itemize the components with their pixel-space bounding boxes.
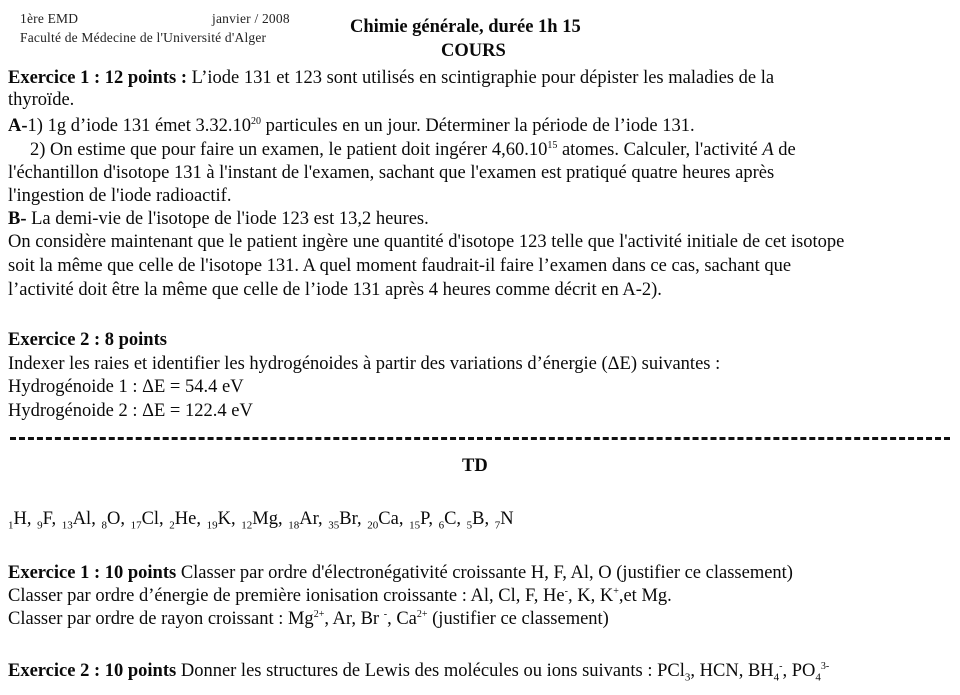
faculty-name: Faculté de Médecine de l'Université d'Alger — [20, 30, 267, 45]
exam-label: 1ère EMD — [20, 11, 79, 26]
element-ar: $_{18}$Ar, — [288, 509, 328, 532]
element-symbol: N — [500, 509, 514, 529]
td-ex2-l1b: , HCN, BH — [690, 661, 774, 681]
td-ex2-l1c: , PO — [782, 661, 816, 681]
element-symbol: Ar — [299, 509, 318, 529]
td-ex2-sub1: 3 — [684, 671, 691, 684]
section-divider — [10, 437, 950, 440]
element-symbol: He — [174, 509, 197, 529]
element-h: $_1$H, — [8, 509, 37, 532]
td-ex1-line3 — [8, 609, 609, 630]
td-ex1-l2b: , K, K — [567, 586, 614, 606]
element-symbol: K — [217, 509, 231, 529]
atomic-number: 20 — [367, 519, 379, 532]
section-cours-title: COURS — [441, 41, 506, 61]
element-n — [494, 509, 514, 532]
td-ex1-l3-sup1: 2+ — [313, 608, 325, 620]
td-ex1-text: Classer par ordre d'électronégativité croissante H, F, Al, O (justifier ce classement) — [176, 563, 793, 583]
atomic-number: 9 — [37, 519, 43, 532]
td-ex1-l3d: (justifier ce classement) — [427, 609, 609, 629]
element-symbol: F — [42, 509, 52, 529]
a2-exponent: 15 — [547, 139, 558, 151]
cours-ex1-b-line1 — [8, 209, 429, 230]
element-symbol: O — [106, 509, 121, 529]
element-f: $_9$F, — [37, 509, 61, 532]
element-c: $_6$C, — [438, 509, 466, 532]
element-br: $_{35}$Br, — [328, 509, 367, 532]
cours-ex1-b-label: B- — [8, 209, 27, 229]
td-ex2-sup2: - — [779, 660, 783, 672]
td-ex1-l2a: Classer par ordre d’énergie de première ionisation croissante : Al, Cl, F, He — [8, 586, 565, 606]
cours-ex2-line1: Indexer les raies et identifier les hydrogénoides à partir des variations d’énergie (ΔE) suivantes : — [8, 354, 721, 374]
a2-end: de — [773, 140, 796, 160]
td-ex2-sup3: 3- — [820, 660, 830, 672]
a2-mid: atomes. Calculer, l'activité — [557, 140, 763, 160]
a1-suffix: particules en un jour. Déterminer la période de l’iode 131. — [261, 116, 695, 136]
td-ex2-label: Exercice 2 : 10 points — [8, 661, 177, 681]
element-he: $_2$He, — [169, 509, 206, 532]
td-ex1-line1 — [8, 563, 793, 584]
cours-ex1-b-line3: soit la même que celle de l'isotope 131. A quel moment faudrait-il faire l’examen dans ce cas, sachant que — [8, 256, 792, 276]
element-symbol: Al — [72, 509, 92, 529]
atomic-number: 6 — [438, 519, 445, 532]
cours-ex1-intro: L’iode 131 et 123 sont utilisés en scintigraphie pour dépister les maladies de la — [191, 68, 775, 88]
section-td-title: TD — [462, 456, 488, 476]
cours-ex1-intro-line2: thyroïde. — [8, 90, 75, 110]
element-k: $_{19}$K, — [206, 509, 241, 532]
td-ex1-l3b: , Ar, Br — [324, 609, 384, 629]
element-symbol: Cl — [141, 509, 160, 529]
td-ex1-line2 — [8, 586, 672, 607]
td-ex1-l3a: Classer par ordre de rayon croissant : Mg — [8, 609, 314, 629]
b-text: La demi-vie de l'isotope de l'iode 123 est 13,2 heures. — [26, 209, 429, 229]
element-symbol: B — [472, 509, 485, 529]
td-ex1-l2-sup2: + — [613, 585, 619, 597]
element-symbol: P — [420, 509, 429, 529]
element-symbol: Ca — [378, 509, 399, 529]
td-ex1-l2c: ,et Mg. — [618, 586, 672, 606]
td-ex2-sub2: 4 — [773, 671, 780, 684]
td-ex1-l3-sup3: 2+ — [416, 608, 428, 620]
atomic-number: 1 — [8, 519, 14, 532]
element-cl: $_{17}$Cl, — [130, 509, 169, 532]
element-symbol: H — [13, 509, 27, 529]
td-ex2-l1a: Donner les structures de Lewis des molécules ou ions suivants : PCl — [176, 661, 685, 681]
cours-ex2-label: Exercice 2 : 8 points — [8, 330, 167, 350]
page-title: Chimie générale, durée 1h 15 — [350, 17, 581, 37]
a2-var: A — [762, 140, 774, 160]
element-p: $_{15}$P, — [409, 509, 438, 532]
atomic-number: 35 — [328, 519, 340, 532]
atomic-number: 18 — [288, 519, 300, 532]
cours-ex1-a-label: A- — [8, 116, 28, 136]
cours-ex1-a2-line3: l'ingestion de l'iode radioactif. — [8, 186, 232, 206]
cours-ex1-b-line2: On considère maintenant que le patient ingère une quantité d'isotope 123 telle que l'activité initiale de cet isotope — [8, 232, 845, 252]
atomic-number: 15 — [409, 519, 421, 532]
atomic-number: 17 — [130, 519, 142, 532]
atomic-number: 2 — [169, 519, 175, 532]
td-elements-list — [8, 509, 515, 530]
td-ex1-l3-sup2: - — [383, 608, 388, 620]
cours-ex2-h2: Hydrogénoide 2 : ΔE = 122.4 eV — [8, 401, 253, 421]
a1-text: 1) 1g d’iode 131 émet 3.32.10 — [27, 116, 252, 136]
td-ex1-l3c: , Ca — [387, 609, 417, 629]
element-symbol: C — [444, 509, 457, 529]
element-mg: $_{12}$Mg, — [241, 509, 288, 532]
atomic-number: 7 — [494, 519, 501, 532]
atomic-number: 19 — [206, 519, 218, 532]
cours-ex1-label: Exercice 1 : 12 points : — [8, 68, 187, 88]
td-ex2-sub3: 4 — [815, 671, 821, 684]
atomic-number: 8 — [101, 519, 107, 532]
td-ex2-line1 — [8, 661, 829, 682]
element-symbol: Br — [339, 509, 357, 529]
cours-ex1-a2-line2: l'échantillon d'isotope 131 à l'instant de l'examen, sachant que l'examen est pratiqué quatre heures après — [8, 163, 775, 183]
td-ex1-l2-sup1: - — [564, 585, 568, 597]
exam-date: janvier / 2008 — [212, 11, 290, 26]
td-ex1-label: Exercice 1 : 10 points — [8, 563, 177, 583]
cours-ex2-h1: Hydrogénoide 1 : ΔE = 54.4 eV — [8, 377, 244, 397]
element-al: $_{13}$Al, — [61, 509, 101, 532]
cours-ex1-intro-line1 — [8, 68, 774, 89]
a2-text: 2) On estime que pour faire un examen, le patient doit ingérer 4,60.10 — [30, 140, 548, 160]
cours-ex1-b-line4: l’activité doit être la même que celle de l’iode 131 après 4 heures comme décrit en A-2). — [8, 280, 662, 300]
atomic-number: 12 — [241, 519, 253, 532]
element-b: $_5$B, — [466, 509, 494, 532]
a1-exponent: 20 — [251, 115, 262, 127]
atomic-number: 13 — [61, 519, 73, 532]
element-o: $_8$O, — [101, 509, 130, 532]
element-symbol: Mg — [252, 509, 278, 529]
cours-ex1-a2-line1 — [30, 140, 796, 161]
atomic-number: 5 — [466, 519, 473, 532]
element-ca: $_{20}$Ca, — [367, 509, 409, 532]
cours-ex1-a1 — [8, 116, 695, 137]
